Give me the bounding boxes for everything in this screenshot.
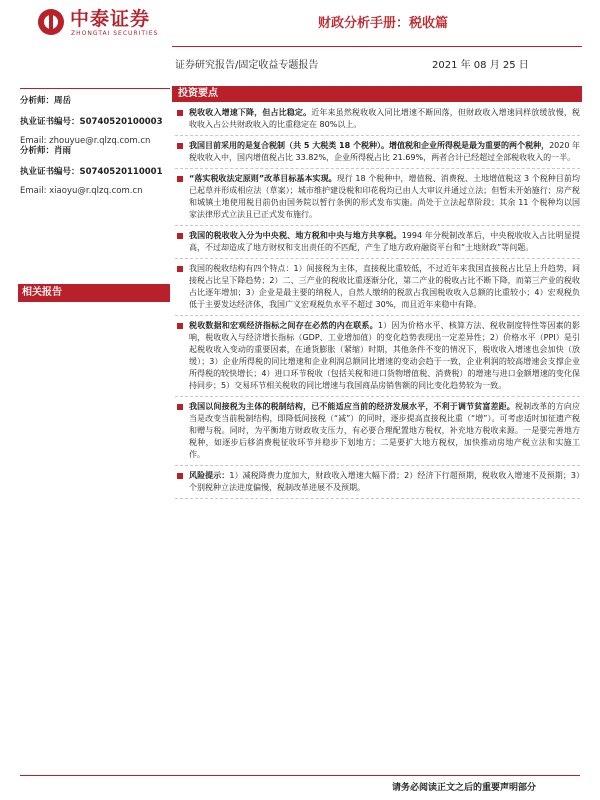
list-item: 我国的税收结构有四个特点：1）间接税为主体，直接税比重较低，不过近年来我国直接税占比呈上升趋势，间接税占比呈下降趋势；2）二、三产业的税收比重逐渐分化，第二产业的税收占比不断下降，而第三产业的税收占比逐年增加；3）企业是最主要的纳税人，自然人缴纳的税款占我国税收收入总额的比重较小；4）宏观税负低于主要发达经济体，我国广义宏观税负水平不超过 30%，而且近年来稳中有降。 <box>175 259 580 316</box>
analyst-block <box>20 144 170 196</box>
document-title: 财政分析手册：税收篇 <box>318 16 449 31</box>
sidebar-divider <box>20 88 170 89</box>
company-logo <box>38 8 168 38</box>
analyst-license: 执业证书编号：S0740520110001 <box>20 167 163 177</box>
key-points-list <box>175 103 580 499</box>
logo-mark-icon <box>38 9 64 35</box>
report-date: 2021 年 08 月 25 日 <box>432 60 529 71</box>
analyst-license: 执业证书编号：S0740520100003 <box>20 117 163 127</box>
list-item: 我国的税收收入分为中央税、地方税和中央与地方共享税。1994 年分税制改革后，中央税收收入占比明显提高，不过却造成了地方财权和支出责任的不匹配，产生了地方政府融资平台和“土地财政”等问题。 <box>175 226 580 259</box>
list-item: 税收收入增速下降，但占比稳定。近年来虽然税收收入同比增速不断回落，但财政收入增速同样放缓放慢，税收收入占公共财政收入的比重稳定在 80%以上。 <box>175 103 580 136</box>
analyst-email[interactable]: Email: xiaoyu@r.qlzq.com.cn <box>20 186 143 196</box>
related-reports-heading: 相关报告 <box>18 284 170 302</box>
list-item: “落实税收法定原则”改革目标基本实现。现行 18 个税种中，增值税、消费税、土地增值税这 3 个税种目前均已起草并形成相应法（草案）；城市维护建设税和印花税均已由人大审议并通过立法；但暂未开始施行；房产税和城镇土地使用税目前仍由国务院以暂行条例的形式发布实施。尚处于立法起草阶段；其余 11 个税种均以国家法律形式立法且已正式发布施行。 <box>175 169 580 226</box>
list-item: 风险提示：1）减税降费力度加大，财政收入增速大幅下滑；2）经济下行超预期，税收收入增速不及预期；3）个别税种立法进度偏慢，税制改革进展不及预期。 <box>175 466 580 499</box>
analyst-name: 分析师：肖雨 <box>20 146 72 156</box>
list-item: 我国目前采用的是复合税制（共 5 大税类 18 个税种）。增值税和企业所得税是最为重要的两个税种，2020 年税收收入中，国内增值税占比 33.82%，企业所得税占比 21.69%，两者合计已经超过全部税收收入的一半。 <box>175 136 580 169</box>
footer-disclaimer: 请务必阅读正文之后的重要声明部分 <box>392 783 537 793</box>
section-heading: 投资要点 <box>172 86 582 102</box>
report-type: 证券研究报告/固定收益专题报告 <box>175 60 319 71</box>
logo-name-en: ZHONGTAI SECURITIES <box>71 30 159 37</box>
footer-divider <box>20 775 580 776</box>
list-item: 税收数据和宏观经济指标之间存在必然的内在联系。1）因为价格水平、核算方法、税收制度特性等因素的影响，税收收入与经济增长指标（GDP、工业增加值）的变化趋势表现出一定差异性；2）价格水平（PPI）是引起税收收入变动的重要因素，在通货膨胀（紧缩）时期，其他条件不变的情况下，税收收入增速也会加快（放缓）；3）企业所得税的同比增速和企业利润总额同比增速的变动会趋于一致，企业利润的较高增速会支撑企业所得税的较快增长；4）进口环节税收（包括关税和进口货物增值税、消费税）的增速与进口金额增速的变化保持同步；5）交易环节相关税收的同比增速与我国商品房销售额的同比变化趋势较为一致。 <box>175 316 580 397</box>
analyst-name: 分析师：周岳 <box>20 96 72 106</box>
analyst-email[interactable]: Email: zhouyue@r.qlzq.com.cn <box>20 136 151 146</box>
analyst-block <box>20 94 170 146</box>
list-item: 我国以间接税为主体的税制结构，已不能适应当前的经济发展水平，不利于调节贫富差距。税制改革的方向应当是改变当前税制结构，即降低间接税（“减”）的同时，逐步提高直接税比重（“增”）。可考虑适时加征遗产税和赠与税。同时，为平衡地方财政收支压力，有必要合理配置地方税权，补充地方税收来源。一是要完善地方税种，如逐步后移消费税征收环节并稳步下划地方；二是要扩大地方税权，加快推动房地产税立法和实施工作。 <box>175 397 580 466</box>
logo-name-cn: 中泰证券 <box>70 8 151 30</box>
header-divider <box>172 46 582 47</box>
